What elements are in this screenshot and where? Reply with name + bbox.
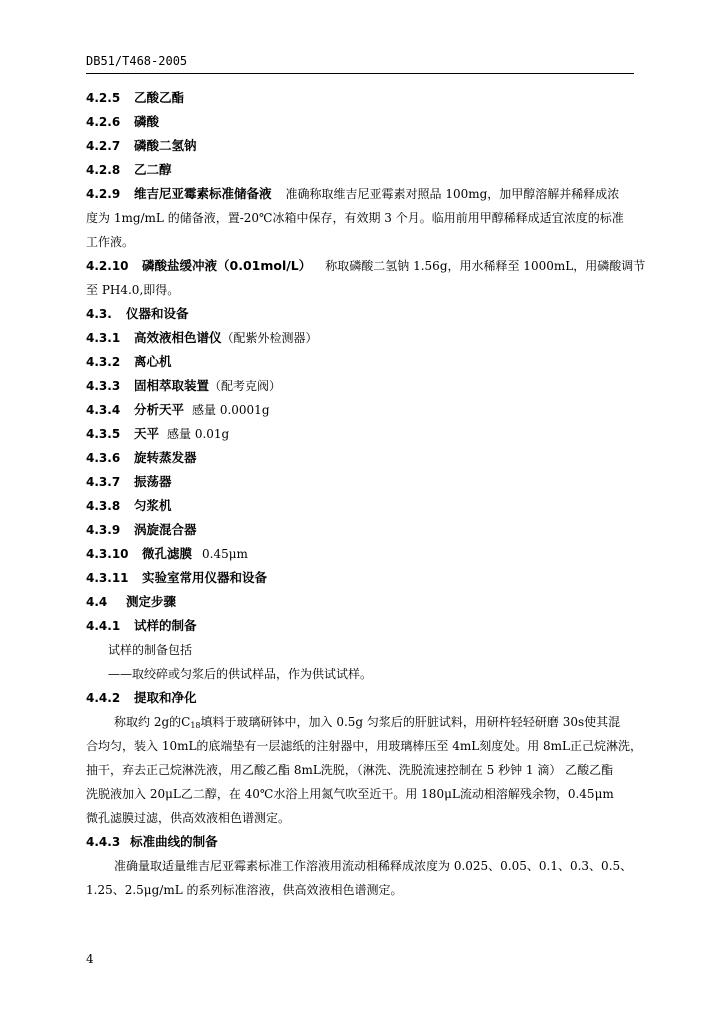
- section-text: 至 PH4.0,即得。: [86, 283, 180, 297]
- section-title: 微孔滤膜: [142, 546, 193, 561]
- section-text: 0.45μm: [202, 547, 248, 561]
- section-4-4-3: [86, 830, 638, 902]
- section-number: 4.3.2: [86, 355, 121, 369]
- section-text: 准确称取维吉尼亚霉素对照品 100mg，加甲醇溶解并稀释成浓: [285, 187, 620, 201]
- section-title: 旋转蒸发器: [134, 450, 197, 465]
- section-title: 实验室常用仪器和设备: [142, 570, 268, 585]
- section-text: 工作液。: [86, 235, 135, 249]
- section-number: 4.4: [86, 595, 108, 609]
- section-number: 4.4.3: [86, 835, 121, 849]
- section-text: 准确量取适量维吉尼亚霉素标准工作溶液用流动相稀释成浓度为 0.025、0.05、0.1、0.3、0.5、: [114, 859, 633, 873]
- section-4-4-1: [86, 614, 638, 686]
- section-number: 4.3.10: [86, 547, 129, 561]
- section-4-4: [86, 590, 638, 614]
- section-title: 固相萃取装置: [134, 378, 210, 393]
- document-code: DB51/T468-2005: [86, 54, 188, 68]
- section-4-3-8: [86, 494, 638, 518]
- section-number: 4.3.7: [86, 475, 121, 489]
- section-text: 合均匀，装入 10mL的底端垫有一层滤纸的注射器中，用玻璃棒压至 4mL刻度处。用 8mL正己烷淋洗，: [86, 739, 643, 753]
- section-text: 称取磷酸二氢钠 1.56g，用水稀释至 1000mL，用磷酸调节: [325, 259, 646, 273]
- section-text: 填料于玻璃研钵中，加入 0.5g 匀浆后的肝脏试料，用研杵轻轻研磨 30s使其混: [200, 715, 621, 729]
- section-title: 试样的制备: [134, 618, 197, 633]
- section-text: 感量 0.01g: [167, 427, 230, 441]
- section-title: 磷酸: [134, 114, 160, 129]
- header-rule: [86, 73, 634, 74]
- section-text: 试样的制备包括: [108, 643, 193, 657]
- page-number: 4: [86, 952, 94, 966]
- section-title: 匀浆机: [134, 498, 172, 513]
- section-4-3-10: [86, 542, 638, 566]
- section-number: 4.3.1: [86, 331, 121, 345]
- section-4-3: [86, 302, 638, 326]
- section-4-3-9: [86, 518, 638, 542]
- section-number: 4.4.2: [86, 691, 121, 705]
- section-title: 涡旋混合器: [134, 522, 197, 537]
- section-number: 4.3.6: [86, 451, 121, 465]
- section-4-2-5: [86, 86, 638, 110]
- section-text: 感量 0.0001g: [192, 403, 270, 417]
- section-text: 1.25、2.5μg/mL 的系列标准溶液，供高效液相色谱测定。: [86, 883, 403, 897]
- section-title: 维吉尼亚霉素标准储备液: [134, 186, 272, 201]
- section-title: 仪器和设备: [126, 306, 189, 321]
- section-4-3-2: [86, 350, 638, 374]
- section-text: 度为 1mg/mL 的储备液，置-20℃冰箱中保存，有效期 3 个月。临用前用甲醇稀释成适宜浓度的标准: [86, 211, 624, 225]
- section-4-2-8: [86, 158, 638, 182]
- section-title: 天平: [134, 426, 160, 441]
- section-4-3-1: [86, 326, 638, 350]
- section-number: 4.2.8: [86, 163, 121, 177]
- section-4-3-3: [86, 374, 638, 398]
- section-4-3-7: [86, 470, 638, 494]
- section-title: 乙二醇: [134, 162, 172, 177]
- document-body: [86, 86, 646, 902]
- section-number: 4.2.6: [86, 115, 121, 129]
- section-number: 4.2.7: [86, 139, 121, 153]
- section-4-3-11: [86, 566, 638, 590]
- section-text: 抽干，弃去正己烷淋洗液，用乙酸乙酯 8mL洗脱，（淋洗、洗脱流速控制在 5 秒钟 1 滴） 乙酸乙酯: [86, 763, 614, 777]
- section-title: 磷酸盐缓冲液（0.01mol/L）: [142, 258, 312, 273]
- section-number: 4.3.3: [86, 379, 121, 393]
- section-4-3-6: [86, 446, 638, 470]
- section-text: 洗脱液加入 20μL乙二醇，在 40℃水浴上用氮气吹至近干。用 180μL流动相溶解残余物，0.45μm: [86, 787, 614, 801]
- section-4-2-6: [86, 110, 638, 134]
- section-4-2-9: [86, 182, 638, 254]
- section-4-4-2: [86, 686, 643, 830]
- section-title: 磷酸二氢钠: [134, 138, 197, 153]
- section-number: 4.4.1: [86, 619, 121, 633]
- section-4-3-5: [86, 422, 638, 446]
- section-title: 提取和净化: [134, 690, 197, 705]
- section-number: 4.2.9: [86, 187, 121, 201]
- section-title: 乙酸乙酯: [134, 90, 185, 105]
- section-text: 微孔滤膜过滤，供高效液相色谱测定。: [86, 811, 291, 825]
- subscript: 18: [190, 721, 201, 730]
- section-title: 测定步骤: [126, 594, 177, 609]
- section-number: 4.2.10: [86, 259, 129, 273]
- section-number: 4.3.8: [86, 499, 121, 513]
- section-title: 离心机: [134, 354, 172, 369]
- section-text: （配考克阀）: [209, 379, 282, 393]
- section-number: 4.3.4: [86, 403, 121, 417]
- section-number: 4.3.9: [86, 523, 121, 537]
- section-text: （配紫外检测器）: [221, 331, 318, 345]
- section-number: 4.2.5: [86, 91, 121, 105]
- section-number: 4.3.11: [86, 571, 129, 585]
- section-4-2-10: [86, 254, 646, 302]
- section-text: ——取绞碎或匀浆后的供试样品，作为供试试样。: [108, 667, 373, 681]
- section-4-3-4: [86, 398, 638, 422]
- section-title: 高效液相色谱仪: [134, 330, 222, 345]
- section-text: 称取约 2g的C: [114, 715, 191, 729]
- section-number: 4.3.5: [86, 427, 121, 441]
- section-title: 分析天平: [134, 402, 185, 417]
- section-title: 振荡器: [134, 474, 172, 489]
- section-title: 标准曲线的制备: [130, 834, 218, 849]
- section-4-2-7: [86, 134, 638, 158]
- section-number: 4.3.: [86, 307, 112, 321]
